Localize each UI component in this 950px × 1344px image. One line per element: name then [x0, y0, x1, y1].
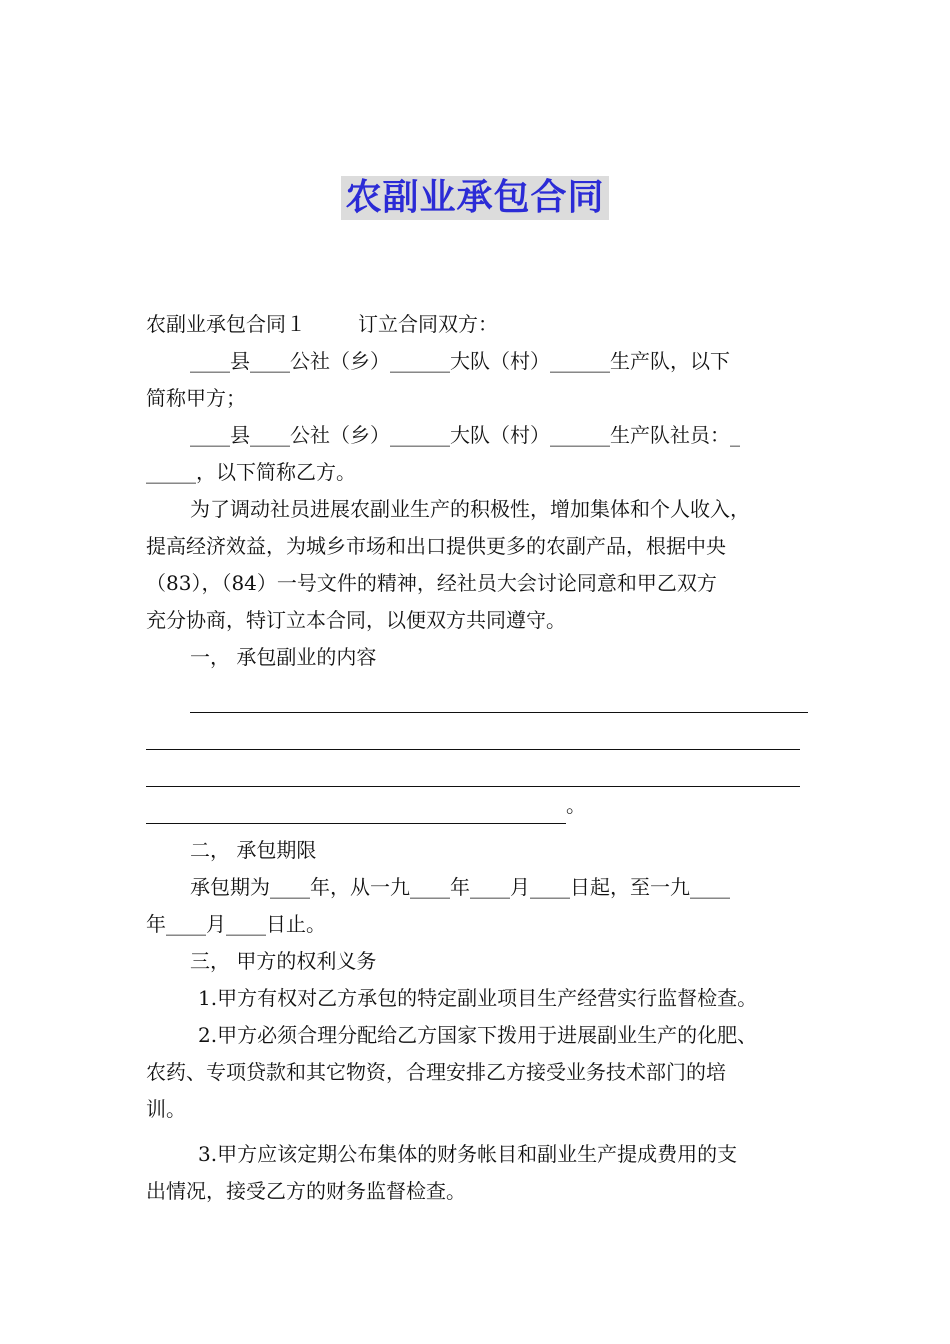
- preamble-line2: 提高经济效益，为城乡市场和出口提供更多的农副产品，根据中央: [146, 534, 726, 558]
- section3-item2-line3: 训。: [146, 1097, 186, 1121]
- section1-end-mark: 。: [566, 793, 586, 817]
- intro-line: [146, 306, 810, 343]
- preamble-line1: 为了调动社员进展农副业生产的积极性，增加集体和个人收入，: [190, 497, 750, 521]
- section2-line2: 年____月____日止。: [146, 912, 326, 936]
- section3-item3-line2: 出情况，接受乙方的财务监督检查。: [146, 1179, 466, 1203]
- section1-blank-line1: [146, 676, 810, 713]
- blank-line: [146, 723, 800, 750]
- section3-item1: 1.甲方有权对乙方承包的特定副业项目生产经营实行监督检查。: [198, 986, 758, 1010]
- section3-item2-line1: 2.甲方必须合理分配给乙方国家下拨用于进展副业生产的化肥、: [198, 1023, 758, 1047]
- party-b-line1: ____县____公社（乡）______大队（村）______生产队社员：_: [190, 423, 740, 447]
- section1-blank-line4: [146, 787, 810, 824]
- document-title: 农副业承包合同: [341, 176, 608, 220]
- blank-line: [190, 686, 808, 713]
- section3-item2-line2: 农药、专项贷款和其它物资，合理安排乙方接受业务技术部门的培: [146, 1060, 726, 1084]
- section2-heading: 二， 承包期限: [190, 838, 317, 862]
- party-b-line2: _____，以下简称乙方。: [146, 460, 356, 484]
- document-body: [146, 306, 810, 1210]
- preamble-line3: （83），（84）一号文件的精神，经社员大会讨论同意和甲乙双方: [146, 571, 717, 595]
- section3-heading: 三， 甲方的权利义务: [190, 949, 377, 973]
- intro-heading: 农副业承包合同１: [146, 312, 306, 336]
- section3-item3-line1: 3.甲方应该定期公布集体的财务帐目和副业生产提成费用的支: [198, 1142, 738, 1166]
- section2-line1: 承包期为____年，从一九____年____月____日起，至一九____: [190, 875, 730, 899]
- blank-line: [146, 797, 566, 824]
- section1-blank-line2: [146, 713, 810, 750]
- title-wrap: [0, 176, 950, 220]
- preamble-line4: 充分协商，特订立本合同，以便双方共同遵守。: [146, 608, 566, 632]
- parties-label: 订立合同双方：: [358, 312, 498, 336]
- blank-line: [146, 760, 800, 787]
- section1-heading: 一， 承包副业的内容: [190, 645, 377, 669]
- section1-blank-line3: [146, 750, 810, 787]
- party-a-line1: ____县____公社（乡）______大队（村）______生产队，以下: [190, 349, 730, 373]
- party-a-line2: 简称甲方；: [146, 386, 246, 410]
